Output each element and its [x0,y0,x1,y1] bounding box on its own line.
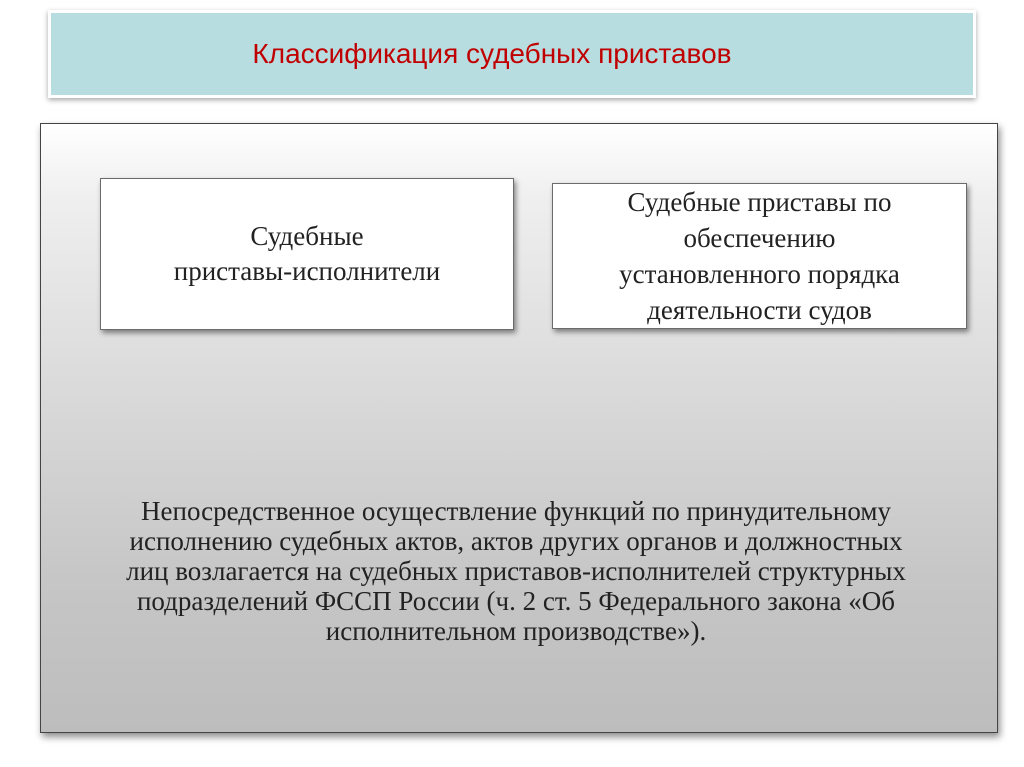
content-panel [40,123,998,733]
description-line-5: исполнительном производстве»). [325,616,707,646]
description-line-1: Непосредственное осуществление функций по принудительному [141,496,891,526]
description-line-3: лиц возлагается на судебных приставов-исполнителей структурных [126,556,906,586]
box-left-line-2: приставы-исполнители [173,256,441,286]
slide-title: Классификация судебных приставов [252,38,732,69]
description-line-2: исполнению судебных актов, актов других органов и должностных [129,526,903,556]
box-right-line-2: обеспечению [683,223,836,253]
description-line-4: подразделений ФССП России (ч. 2 ст. 5 Федерального закона «Об [136,586,895,616]
description-paragraph [51,496,981,646]
box-right-line-4: деятельности судов [647,295,872,325]
box-right-line-3: установленного порядка [619,259,900,289]
title-bar [48,10,976,98]
box-left-line-1: Судебные [250,221,364,251]
category-box-enforcement-officers-text [174,219,440,289]
category-box-court-order-officers [552,183,967,329]
category-box-enforcement-officers [100,178,514,330]
category-box-court-order-officers-text [619,184,900,328]
box-right-line-1: Судебные приставы по [627,187,892,217]
